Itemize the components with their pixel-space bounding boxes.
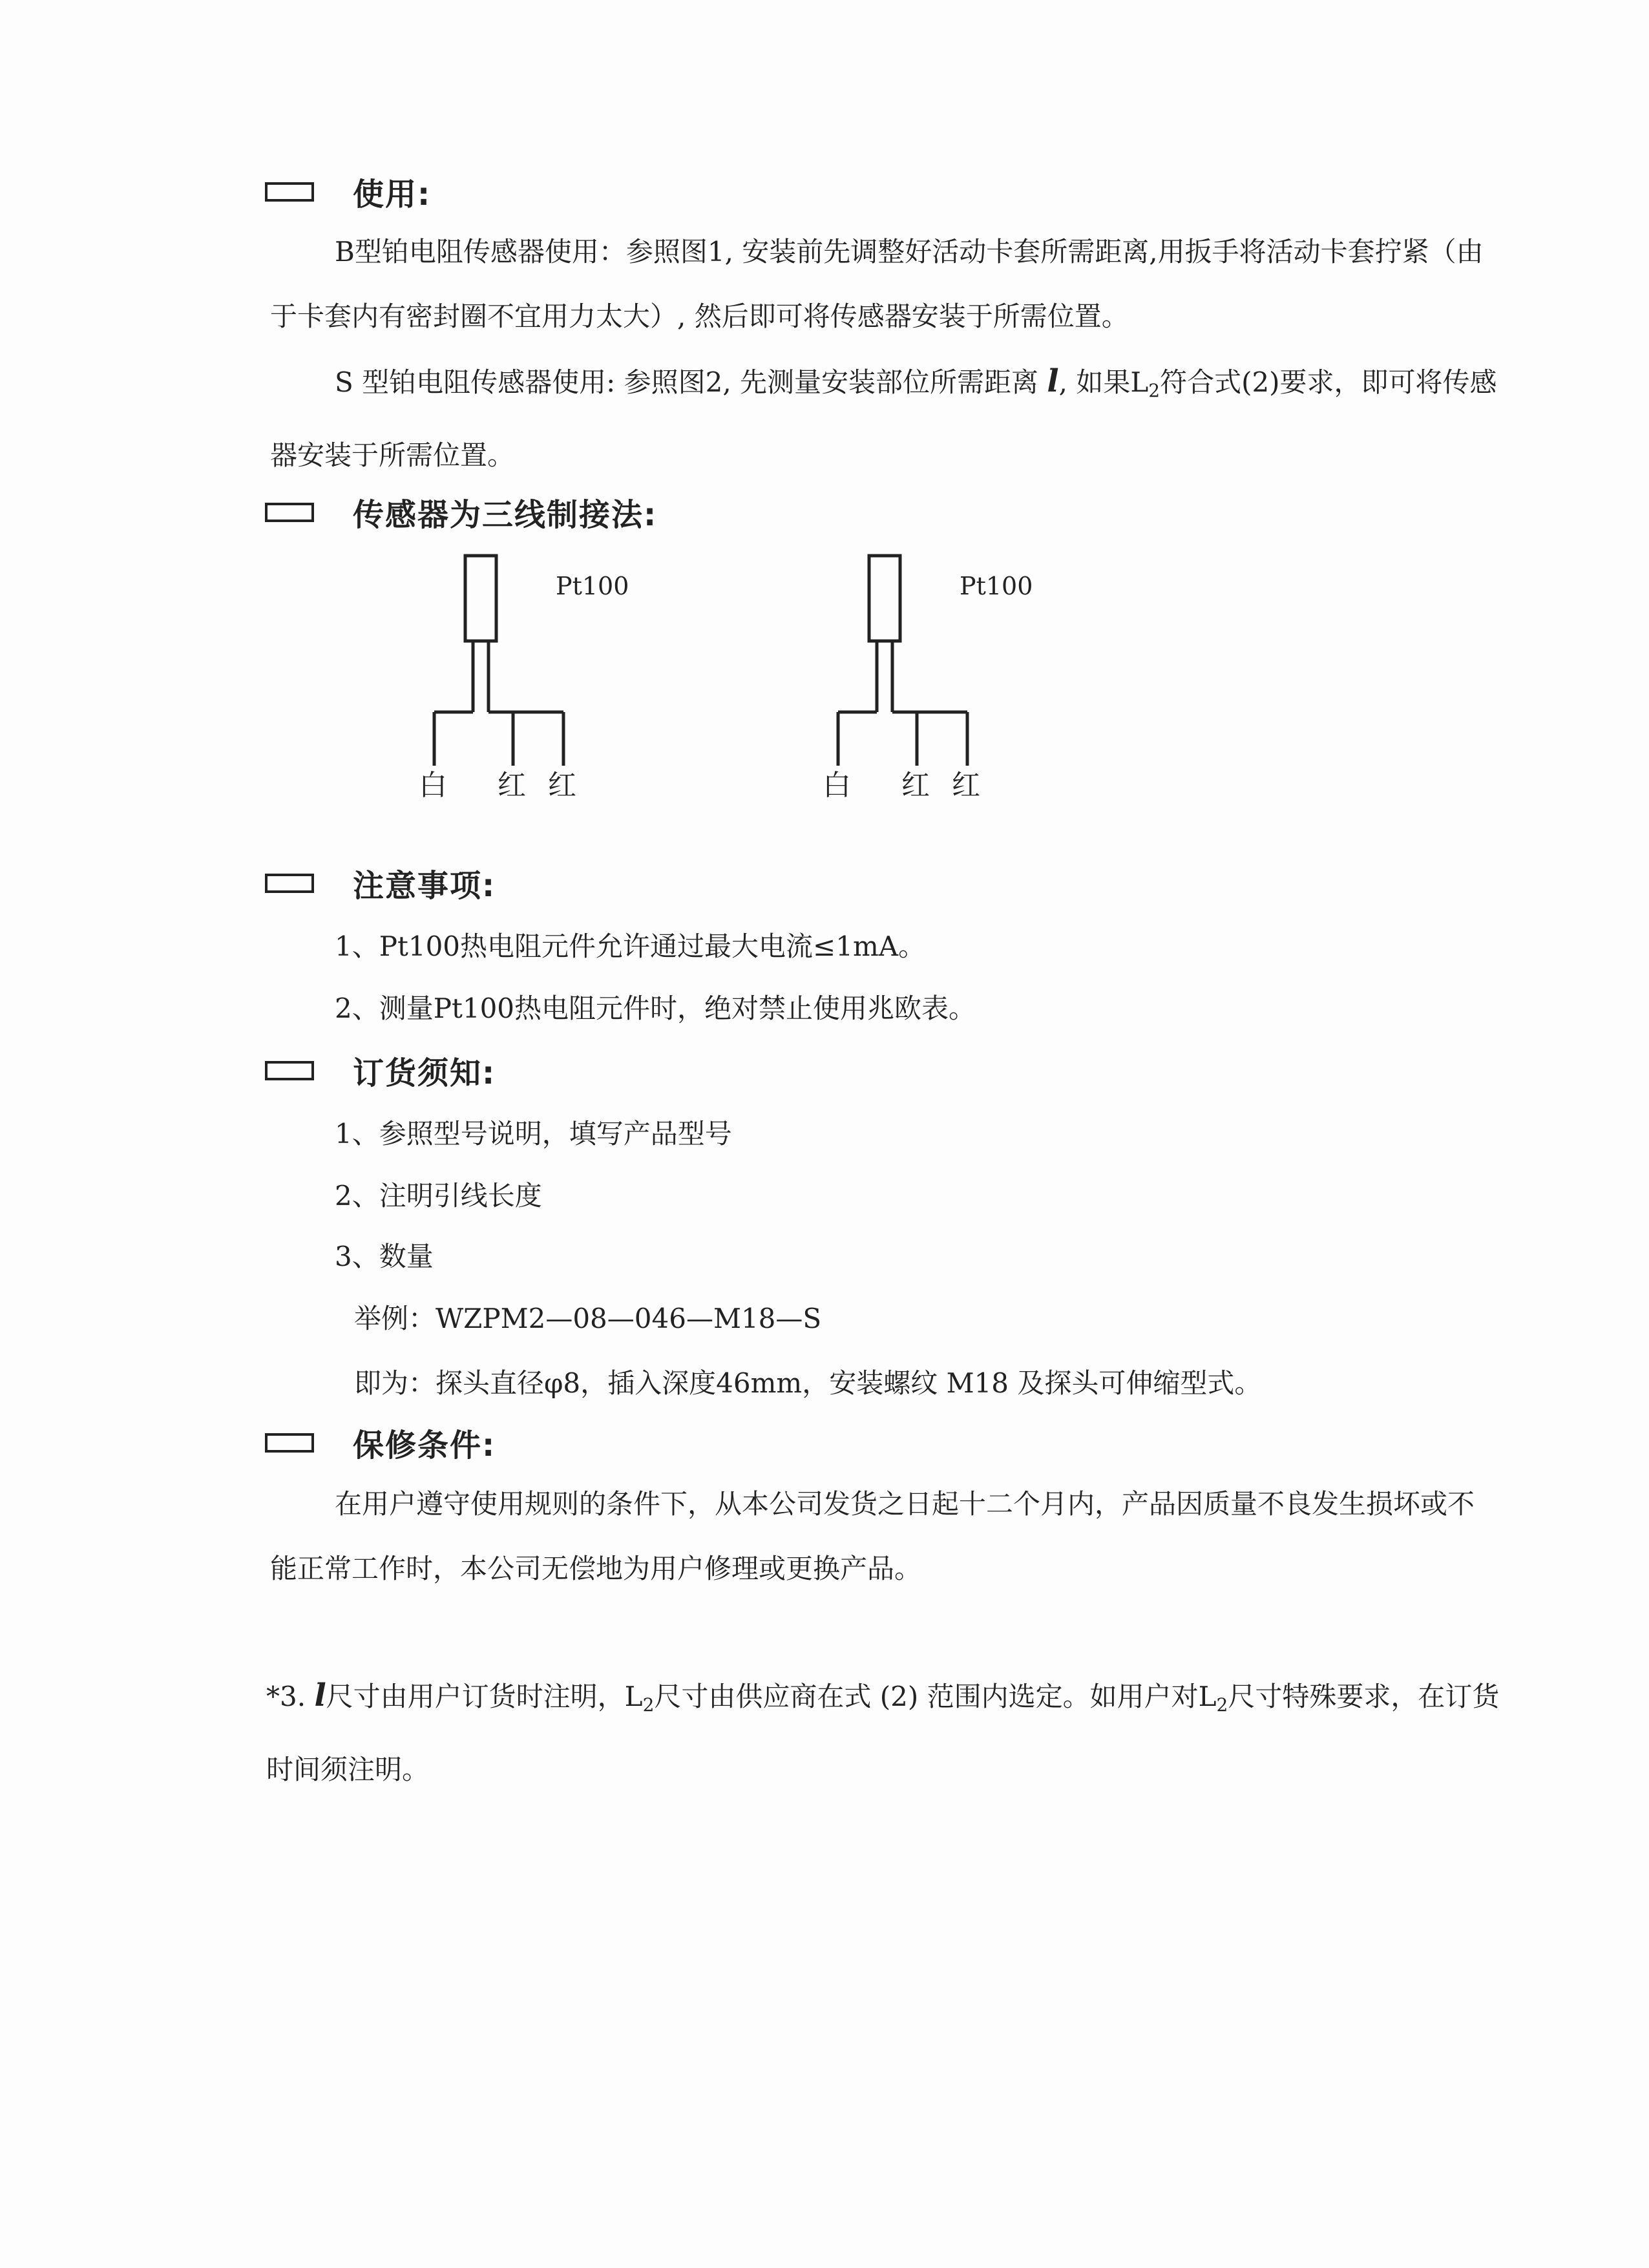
- list-item: 1、Pt100热电阻元件允许通过最大电流≤1mA。: [335, 930, 926, 962]
- sensor-body: [869, 556, 900, 641]
- sensor-body: [465, 556, 496, 641]
- checkbox-icon: [265, 1061, 314, 1080]
- section-title: 传感器为三线制接法:: [353, 497, 658, 533]
- list-item: 2、测量Pt100热电阻元件时，绝对禁止使用兆欧表。: [335, 992, 976, 1024]
- wire-label-white: 白: [419, 769, 447, 802]
- list-item: 3、数量: [335, 1241, 434, 1272]
- wire-label-red: 红: [952, 769, 980, 802]
- sensor-label: Pt100: [556, 572, 629, 600]
- usage-paragraph-s: S 型铂电阻传感器使用: 参照图2, 先测量安装部位所需距离 l, 如果$L_2$符合式(2)要求，即可将传感器安装于所需位置。: [270, 363, 1497, 471]
- checkbox-icon: [265, 1433, 314, 1453]
- checkbox-icon: [265, 874, 314, 893]
- wire-label-white: 白: [823, 769, 851, 802]
- wire-label-red: 红: [498, 769, 526, 802]
- wire-label-red: 红: [901, 769, 930, 802]
- sensor-label: Pt100: [960, 572, 1033, 600]
- order-example-meaning: 即为：探头直径φ8，插入深度46mm，安装螺纹 M18 及探头可伸缩型式。: [354, 1367, 1262, 1399]
- diagram-1: [434, 556, 563, 766]
- section-title: 保修条件:: [353, 1427, 496, 1464]
- list-item: 1、参照型号说明，填写产品型号: [335, 1118, 732, 1150]
- footnote: *3. l尺寸由用户订货时注明，$L_2$尺寸由供应商在式 (2) 范围内选定。如用户对$L_2$尺寸特殊要求，在订货时间须注明。: [266, 1677, 1500, 1785]
- section-ordering-header: [265, 1048, 496, 1093]
- section-title: 使用:: [353, 176, 432, 213]
- section-notes-header: [265, 861, 496, 905]
- checkbox-icon: [265, 182, 314, 202]
- checkbox-icon: [265, 503, 314, 522]
- wiring-diagram: [388, 543, 1098, 814]
- usage-paragraph-b: B型铂电阻传感器使用：参照图1, 安装前先调整好活动卡套所需距离,用扳手将活动卡套拧紧（由于卡套内有密封圈不宜用力太大）, 然后即可将传感器安装于所需位置。: [270, 236, 1484, 332]
- section-wiring-header: [265, 490, 657, 534]
- list-item: 2、注明引线长度: [335, 1180, 542, 1212]
- warranty-paragraph: 在用户遵守使用规则的条件下，从本公司发货之日起十二个月内，产品因质量不良发生损坏或不能正常工作时，本公司无偿地为用户修理或更换产品。: [270, 1488, 1475, 1584]
- order-example: 举例：WZPM2—08—046—M18—S: [354, 1303, 822, 1334]
- diagram-2: [838, 556, 967, 766]
- wire-label-red: 红: [548, 769, 576, 802]
- section-usage-header: [265, 169, 431, 214]
- section-warranty-header: [265, 1420, 496, 1465]
- section-title: 注意事项:: [353, 868, 496, 904]
- section-title: 订货须知:: [353, 1055, 496, 1091]
